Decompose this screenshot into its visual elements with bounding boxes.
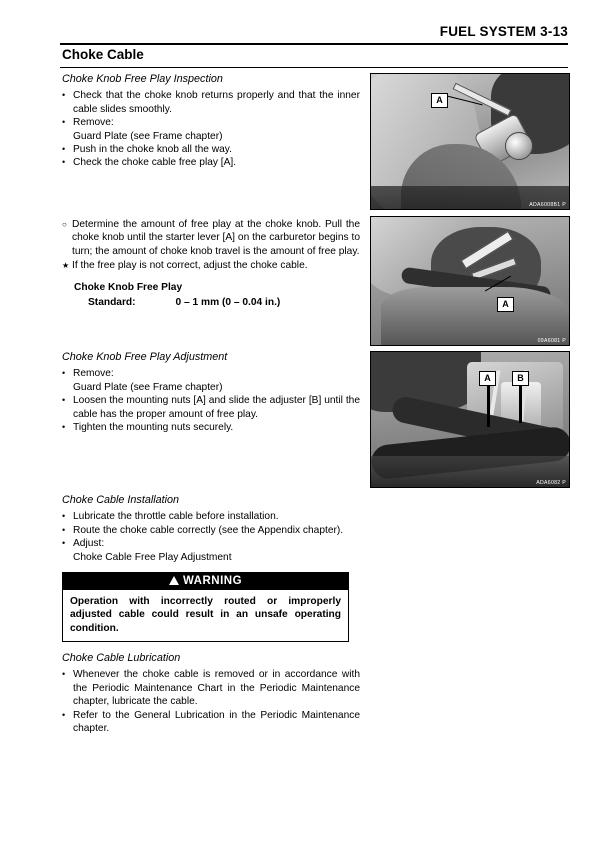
figure-starter-lever [370,216,570,346]
callout-b: B [512,371,529,386]
list-item-text: Remove: [73,117,114,129]
bullet-marker: • [62,422,66,433]
list-item-text: Push in the choke knob all the way. [73,144,232,156]
list-item-text: Tighten the mounting nuts securely. [73,422,234,434]
list-item-text: Check that the choke knob returns properly and that the inner cable slides smoothly. [73,90,360,115]
list-item-text: Check the choke cable free play [A]. [73,157,237,169]
list-item-text: Guard Plate (see Frame chapter) [73,381,223,393]
list-item-text: Loosen the mounting nuts [A] and slide the adjuster [B] until the cable has the proper amount of free play. [73,395,360,420]
bullet-marker: • [62,157,66,168]
list-item-text: If the free play is not correct, adjust the choke cable. [72,260,308,272]
block-inspection [62,73,360,170]
bullet-marker: • [62,90,66,101]
block-installation [62,494,360,564]
list-item [62,551,360,564]
list-item [62,381,360,394]
heading-installation: Choke Cable Installation [62,494,180,506]
figure-mounting-nuts-adjuster [370,351,570,488]
spec-table [74,280,360,310]
block-adjustment [62,351,360,434]
list-item [62,709,360,736]
list-installation [62,510,360,564]
callout-a: A [497,297,514,312]
header-divider [60,43,568,45]
list-adjustment [62,367,360,434]
list-item [62,156,360,169]
figure-code: ADA6008B1 P [529,202,566,208]
list-item-text: Determine the amount of free play at the choke knob. Pull the choke knob until the starter lever [A] on the carburetor begins to turn; the amount of choke knob travel is the amount of free play. [72,219,360,257]
callout-a: A [431,93,448,108]
list-item [62,421,360,434]
figure-image [371,217,569,345]
star-marker: ★ [62,261,70,271]
section-title-divider [60,67,568,68]
list-item [62,524,360,537]
bullet-marker: • [62,144,66,155]
bullet-marker: • [62,669,66,680]
warning-triangle-icon [169,576,179,585]
list-item-text: Remove: [73,368,114,380]
block-determine [62,218,360,310]
callout-leader [487,385,490,427]
running-head: FUEL SYSTEM 3-13 [439,24,568,39]
figure-image [371,74,569,209]
figure-code: ADA6082 P [536,480,566,486]
bullet-marker: • [62,709,66,720]
warning-text: Operation with incorrectly routed or improperly adjusted cable could result in an unsafe operating condition. [70,596,341,634]
spec-value: 0 – 1 mm (0 – 0.04 in.) [175,296,281,308]
list-item [62,143,360,156]
figure-image [371,352,569,487]
spec-title: Choke Knob Free Play [74,281,183,293]
figure-choke-knob [370,73,570,210]
list-item-text: Refer to the General Lubrication in the Periodic Maintenance chapter. [73,709,360,735]
spec-label: Standard: [88,296,136,308]
block-lubrication [62,652,360,735]
warning-label: WARNING [182,575,243,587]
list-item [62,259,360,272]
list-item [62,537,360,550]
list-item-text: Guard Plate (see Frame chapter) [73,130,223,142]
list-item-text: Whenever the choke cable is removed or in accordance with the Periodic Maintenance Chart in the Periodic Maintenance chapter, lubricate the cable. [73,669,360,708]
figure-code: 09A6081 P [537,338,566,344]
list-item [62,116,360,129]
list-item [62,89,360,116]
heading-lubrication: Choke Cable Lubrication [62,652,181,664]
circle-marker: ○ [62,220,67,229]
spec-row [88,295,360,310]
list-item-text: Lubricate the throttle cable before installation. [73,511,279,523]
figure-shape [505,132,533,160]
list-lubrication [62,668,360,735]
warning-header [63,573,348,590]
heading-adjustment: Choke Knob Free Play Adjustment [62,351,228,363]
bullet-marker: • [62,511,66,522]
list-item-text: Adjust: [73,538,105,550]
list-determine [62,218,360,273]
list-item-text: Choke Cable Free Play Adjustment [73,551,232,563]
list-item [62,394,360,421]
section-title: Choke Cable [62,47,144,62]
warning-box [62,572,349,642]
list-item [62,668,360,708]
heading-inspection: Choke Knob Free Play Inspection [62,73,223,85]
callout-leader [519,385,522,423]
bullet-marker: • [62,368,66,379]
list-item [62,510,360,523]
callout-a: A [479,371,496,386]
list-item [62,130,360,143]
bullet-marker: • [62,117,66,128]
bullet-marker: • [62,395,66,406]
bullet-marker: • [62,538,66,549]
bullet-marker: • [62,524,66,535]
list-item [62,367,360,380]
list-item-text: Route the choke cable correctly (see the Appendix chapter). [73,524,344,536]
list-inspection [62,89,360,169]
list-item [62,218,360,258]
